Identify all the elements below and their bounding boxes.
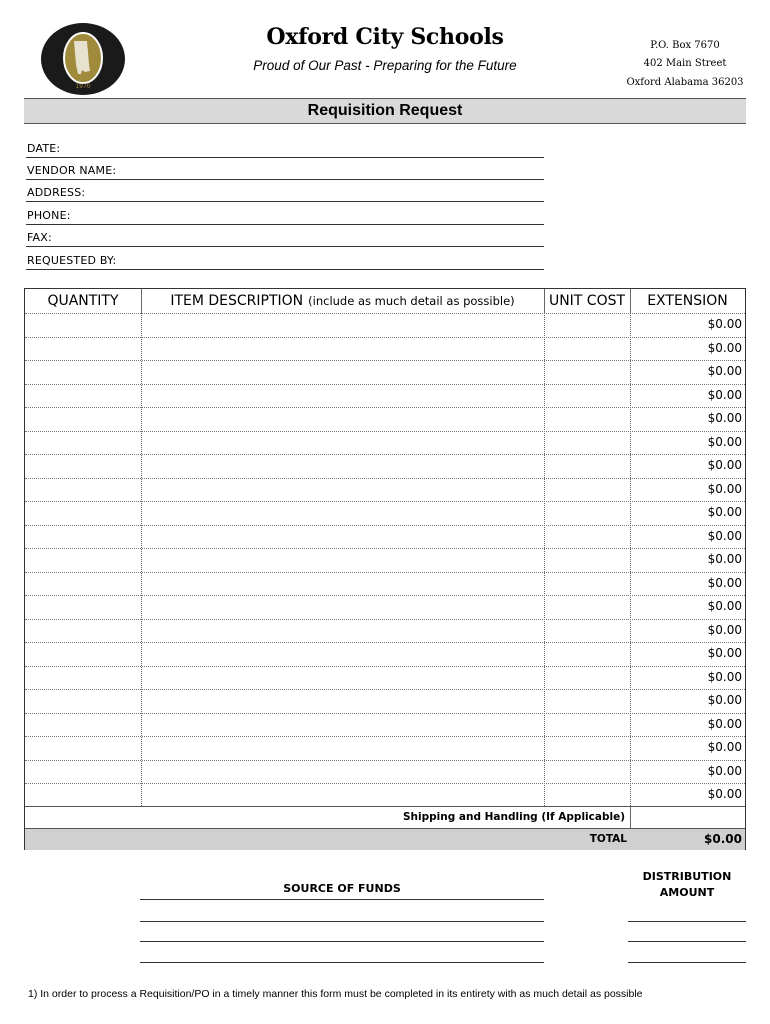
distribution-amount-line[interactable] <box>628 921 746 922</box>
source-of-funds-line[interactable] <box>140 921 544 922</box>
extension-value: $0.00 <box>707 387 742 402</box>
extension-value: $0.00 <box>707 575 742 590</box>
organization-name: Oxford City Schools <box>266 24 504 50</box>
extension-value: $0.00 <box>707 787 742 801</box>
phone-label: PHONE: <box>27 209 71 222</box>
total-label: TOTAL <box>589 833 627 845</box>
school-logo <box>40 22 126 96</box>
column-divider <box>141 289 142 313</box>
item-description-header: ITEM DESCRIPTION (include as much detail as possible) <box>170 293 515 309</box>
extension-value: $0.00 <box>707 552 742 566</box>
unit-cost-header: UNIT COST <box>548 293 626 309</box>
footnote: 1) In order to process a Requisition/PO in a timely manner this form must be completed in its entirety with as much detail as possible <box>28 988 643 1000</box>
source-of-funds-line[interactable] <box>140 962 544 963</box>
shipping-label: Shipping and Handling (If Applicable) <box>403 811 625 823</box>
shipping-row[interactable] <box>25 806 745 829</box>
table-row[interactable] <box>25 595 745 618</box>
requested-by-label: REQUESTED BY: <box>27 254 117 267</box>
fax-field[interactable] <box>26 225 544 247</box>
extension-value: $0.00 <box>707 622 742 637</box>
requested-by-field[interactable] <box>26 248 544 270</box>
phone-field[interactable] <box>26 203 544 225</box>
address-line-1: P.O. Box 7670 <box>650 40 720 51</box>
extension-value: $0.00 <box>707 646 742 660</box>
extension-value: $0.00 <box>707 669 742 684</box>
distribution-amount-label: DISTRIBUTION AMOUNT <box>642 870 732 899</box>
vendor-name-label: VENDOR NAME: <box>27 164 117 177</box>
extension-value: $0.00 <box>707 364 742 378</box>
total-value: $0.00 <box>704 832 742 846</box>
table-row[interactable] <box>25 501 745 524</box>
date-field[interactable] <box>26 136 544 158</box>
organization-tagline: Proud of Our Past - Preparing for the Future <box>253 58 517 73</box>
form-title-bar <box>24 98 746 124</box>
table-row[interactable] <box>25 666 745 689</box>
extension-value: $0.00 <box>707 317 742 331</box>
address-line-3: Oxford Alabama 36203 <box>626 77 744 88</box>
total-row <box>25 828 745 850</box>
table-row[interactable] <box>25 337 745 360</box>
extension-value: $0.00 <box>707 411 742 425</box>
source-of-funds-line[interactable] <box>140 941 544 942</box>
extension-value: $0.00 <box>707 458 742 472</box>
table-row[interactable] <box>25 689 745 712</box>
address-label: ADDRESS: <box>27 186 86 199</box>
extension-value: $0.00 <box>707 528 742 543</box>
address-line-2: 402 Main Street <box>643 58 727 69</box>
table-row[interactable] <box>25 407 745 430</box>
extension-value: $0.00 <box>707 763 742 778</box>
source-of-funds-label: SOURCE OF FUNDS <box>283 882 401 895</box>
date-label: DATE: <box>27 142 61 155</box>
source-of-funds-line[interactable] <box>140 899 544 900</box>
extension-header: EXTENSION <box>647 293 728 309</box>
extension-value: $0.00 <box>707 716 742 731</box>
distribution-amount-line[interactable] <box>628 962 746 963</box>
distribution-amount-line[interactable] <box>628 941 746 942</box>
column-divider <box>544 289 545 313</box>
table-row[interactable] <box>25 736 745 759</box>
fax-label: FAX: <box>27 231 52 244</box>
quantity-header: QUANTITY <box>47 293 119 309</box>
table-row[interactable] <box>25 478 745 501</box>
address-field[interactable] <box>26 180 544 202</box>
logo-year: 1970 <box>75 83 91 90</box>
extension-value: $0.00 <box>707 505 742 519</box>
table-row[interactable] <box>25 548 745 571</box>
extension-value: $0.00 <box>707 693 742 707</box>
extension-value: $0.00 <box>707 599 742 613</box>
table-row[interactable] <box>25 619 745 642</box>
extension-value: $0.00 <box>707 481 742 496</box>
table-row[interactable] <box>25 525 745 548</box>
column-divider <box>630 289 631 313</box>
table-row[interactable] <box>25 760 745 783</box>
form-title: Requisition Request <box>307 102 463 119</box>
table-row[interactable] <box>25 783 745 806</box>
vendor-name-field[interactable] <box>26 158 544 180</box>
item-description-note: (include as much detail as possible) <box>308 294 515 308</box>
extension-value: $0.00 <box>707 340 742 355</box>
extension-value: $0.00 <box>707 434 742 449</box>
table-row[interactable] <box>25 313 745 336</box>
table-row[interactable] <box>25 454 745 477</box>
table-row[interactable] <box>25 572 745 595</box>
table-row[interactable] <box>25 431 745 454</box>
table-row[interactable] <box>25 384 745 407</box>
items-table <box>24 288 746 850</box>
table-row[interactable] <box>25 713 745 736</box>
table-row[interactable] <box>25 642 745 665</box>
extension-value: $0.00 <box>707 740 742 754</box>
table-row[interactable] <box>25 360 745 383</box>
